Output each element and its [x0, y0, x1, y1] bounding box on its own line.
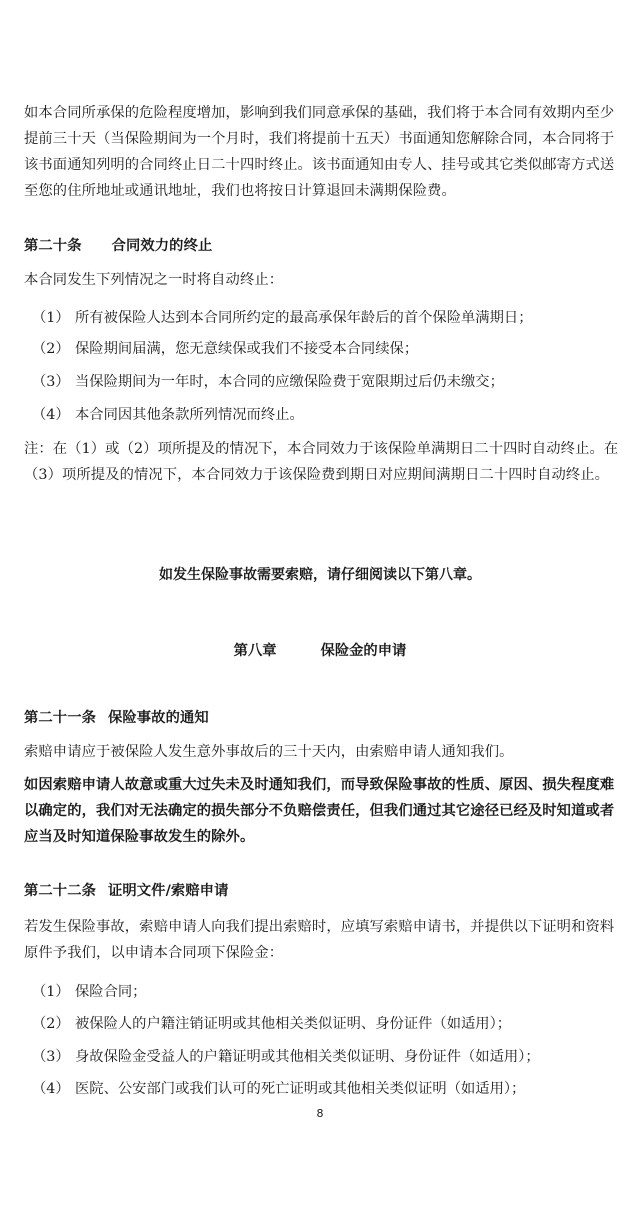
article-22-title: 证明文件/索赔申请 [107, 883, 229, 899]
list-item-text: 当保险期间为一年时，本合同的应缴保险费于宽限期过后仍未缴交； [75, 374, 504, 390]
article-22-lead: 若发生保险事故，索赔申请人向我们提出索赔时，应填写索赔申请书，并提供以下证明和资料原件予我们，以申请本合同项下保险金： [24, 919, 615, 961]
list-item-text: 医院、公安部门或我们认可的死亡证明或其他相关类似证明（如适用）； [75, 1081, 526, 1097]
list-item-number: （4） [32, 407, 70, 423]
article-20-title: 合同效力的终止 [111, 238, 213, 254]
article-20-heading [24, 235, 620, 257]
article-21-title: 保险事故的通知 [107, 710, 209, 726]
list-item-number: （4） [32, 1081, 70, 1097]
page-number: 8 [316, 1107, 324, 1120]
list-item-number: （1） [32, 984, 70, 1000]
list-item-text: 被保险人的户籍注销证明或其他相关类似证明、身份证件（如适用）； [75, 1016, 512, 1032]
chapter-title: 保险金的申请 [320, 643, 407, 659]
article-21-heading [24, 707, 620, 729]
article-20-lead: 本合同发生下列情况之一时将自动终止： [24, 272, 284, 288]
claim-notice: 如发生保险事故需要索赔，请仔细阅读以下第八章。 [159, 567, 481, 583]
list-item-text: 保险合同； [75, 984, 147, 1000]
list-item-text: 本合同因其他条款所列情况而终止。 [75, 407, 304, 423]
article-21-number: 第二十一条 [24, 710, 96, 726]
article-22-number: 第二十二条 [24, 883, 96, 899]
list-item-number: （1） [32, 310, 70, 326]
chapter-number: 第八章 [233, 643, 277, 659]
article-22-heading [24, 880, 620, 902]
article-21-text: 索赔申请应于被保险人发生意外事故后的三十天内，由索赔申请人通知我们。 [24, 744, 514, 760]
article-20-number: 第二十条 [24, 238, 82, 254]
list-item-number: （3） [32, 1049, 70, 1065]
article-21-bold-text: 如因索赔申请人故意或重大过失未及时通知我们，而导致保险事故的性质、原因、损失程度难以确定的，我们对无法确定的损失部分不负赔偿责任，但我们通过其它途径已经及时知道或者应当及时知道保险事故发生的除外。 [24, 777, 615, 845]
list-item-number: （3） [32, 374, 70, 390]
intro-paragraph: 如本合同所承保的危险程度增加，影响到我们同意承保的基础，我们将于本合同有效期内至少提前三十天（当保险期间为一个月时，我们将提前十五天）书面通知您解除合同，本合同将于该书面通知列明的合同终止日二十四时终止。该书面通知由专人、挂号或其它类似邮寄方式送至您的住所地址或通讯地址，我们也将按日计算退回未满期保险费。 [24, 105, 615, 199]
list-item-text: 身故保险金受益人的户籍证明或其他相关类似证明、身份证件（如适用）； [75, 1049, 540, 1065]
article-20-note: 注：在（1）或（2）项所提及的情况下，本合同效力于该保险单满期日二十四时自动终止。在（3）项所提及的情况下，本合同效力于该保险费到期日对应期间满期日二十四时自动终止。 [24, 441, 619, 483]
list-item-text: 所有被保险人达到本合同所约定的最高承保年龄后的首个保险单满期日； [75, 310, 533, 326]
list-item-number: （2） [32, 341, 70, 357]
list-item-number: （2） [32, 1016, 70, 1032]
chapter-heading [0, 640, 640, 662]
list-item-text: 保险期间届满，您无意续保或我们不接受本合同续保； [75, 341, 419, 357]
